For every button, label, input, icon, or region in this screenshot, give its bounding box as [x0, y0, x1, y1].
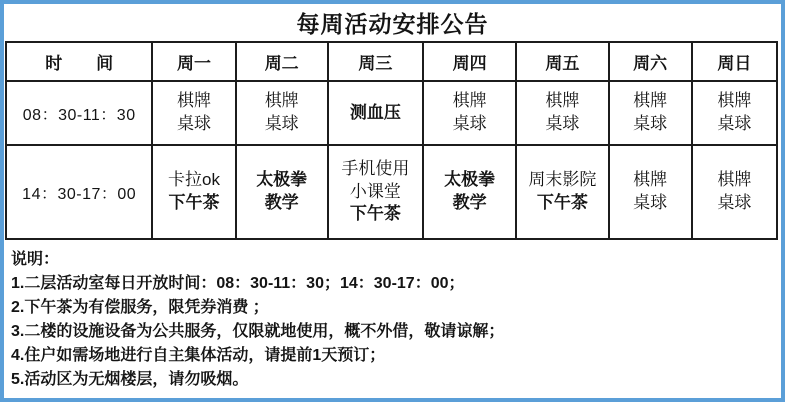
column-header-sunday: 周日 — [692, 42, 777, 81]
activity-cell-monday — [152, 81, 235, 145]
activity-line: 桌球 — [717, 114, 752, 133]
weekly-schedule-table — [5, 41, 778, 240]
column-header-monday: 周一 — [152, 42, 235, 81]
activity-line: 教学 — [452, 193, 487, 212]
activity-line: 桌球 — [264, 114, 299, 133]
activity-line: 桌球 — [176, 114, 211, 133]
activity-line: 桌球 — [633, 193, 668, 212]
note-line: 3.二楼的设施设备为公共服务，仅限就地使用，概不外借，敬请谅解； — [11, 323, 505, 340]
activity-line: 桌球 — [717, 193, 752, 212]
activity-line: 周末影院 — [528, 170, 597, 190]
activity-line: 小课堂 — [349, 181, 401, 201]
activity-cell-saturday — [609, 81, 692, 145]
column-header-tuesday: 周二 — [236, 42, 328, 81]
column-header-wednesday: 周三 — [328, 42, 423, 81]
activity-cell-sunday — [692, 81, 777, 145]
activity-cell-saturday — [609, 145, 692, 239]
notes-heading: 说明： — [11, 251, 60, 268]
activity-line: 下午茶 — [536, 193, 588, 212]
activity-line: 手机使用 — [341, 158, 410, 178]
activity-cell-monday — [152, 145, 235, 239]
column-header-time: 时 间 — [6, 42, 152, 81]
activity-line: 下午茶 — [349, 204, 401, 224]
activity-line: 桌球 — [545, 114, 580, 133]
activity-cell-wednesday — [328, 81, 423, 145]
schedule-row — [6, 145, 777, 239]
column-header-friday: 周五 — [516, 42, 608, 81]
activity-cell-wednesday — [328, 145, 423, 239]
time-cell: 08：30-11：30 — [6, 81, 152, 145]
activity-line: 太极拳 — [444, 170, 496, 190]
activity-line: 棋牌 — [717, 91, 752, 111]
note-line: 1.二层活动室每日开放时间：08：30-11：30；14：30-17：00； — [11, 275, 465, 292]
note-line: 4.住户如需场地进行自主集体活动，请提前1天预订； — [11, 347, 386, 364]
activity-cell-friday — [516, 81, 608, 145]
notes-section — [4, 240, 781, 392]
page-title: 每周活动安排公告 — [296, 11, 489, 37]
activity-line: 下午茶 — [168, 193, 220, 212]
activity-line: 棋牌 — [633, 91, 668, 111]
column-header-thursday: 周四 — [423, 42, 516, 81]
table-header-row — [6, 42, 777, 81]
activity-cell-thursday — [423, 81, 516, 145]
note-line: 2.下午茶为有偿服务，限凭券消费 ； — [11, 299, 269, 316]
activity-line: 棋牌 — [264, 91, 299, 111]
activity-line: 卡拉ok — [167, 170, 220, 190]
activity-line: 教学 — [264, 193, 299, 212]
activity-cell-thursday — [423, 145, 516, 239]
activity-line: 测血压 — [349, 102, 401, 122]
activity-cell-friday — [516, 145, 608, 239]
activity-line: 棋牌 — [717, 170, 752, 190]
activity-cell-tuesday — [236, 81, 328, 145]
activity-line: 棋牌 — [633, 170, 668, 190]
activity-line: 太极拳 — [256, 170, 308, 190]
note-line: 5.活动区为无烟楼层，请勿吸烟。 — [11, 371, 249, 388]
time-cell: 14：30-17：00 — [6, 145, 152, 239]
activity-cell-tuesday — [236, 145, 328, 239]
column-header-saturday: 周六 — [609, 42, 692, 81]
activity-line: 棋牌 — [452, 91, 487, 111]
activity-line: 棋牌 — [545, 91, 580, 111]
activity-line: 桌球 — [633, 114, 668, 133]
schedule-row — [6, 81, 777, 145]
activity-line: 棋牌 — [176, 91, 211, 111]
activity-line: 桌球 — [452, 114, 487, 133]
activity-cell-sunday — [692, 145, 777, 239]
